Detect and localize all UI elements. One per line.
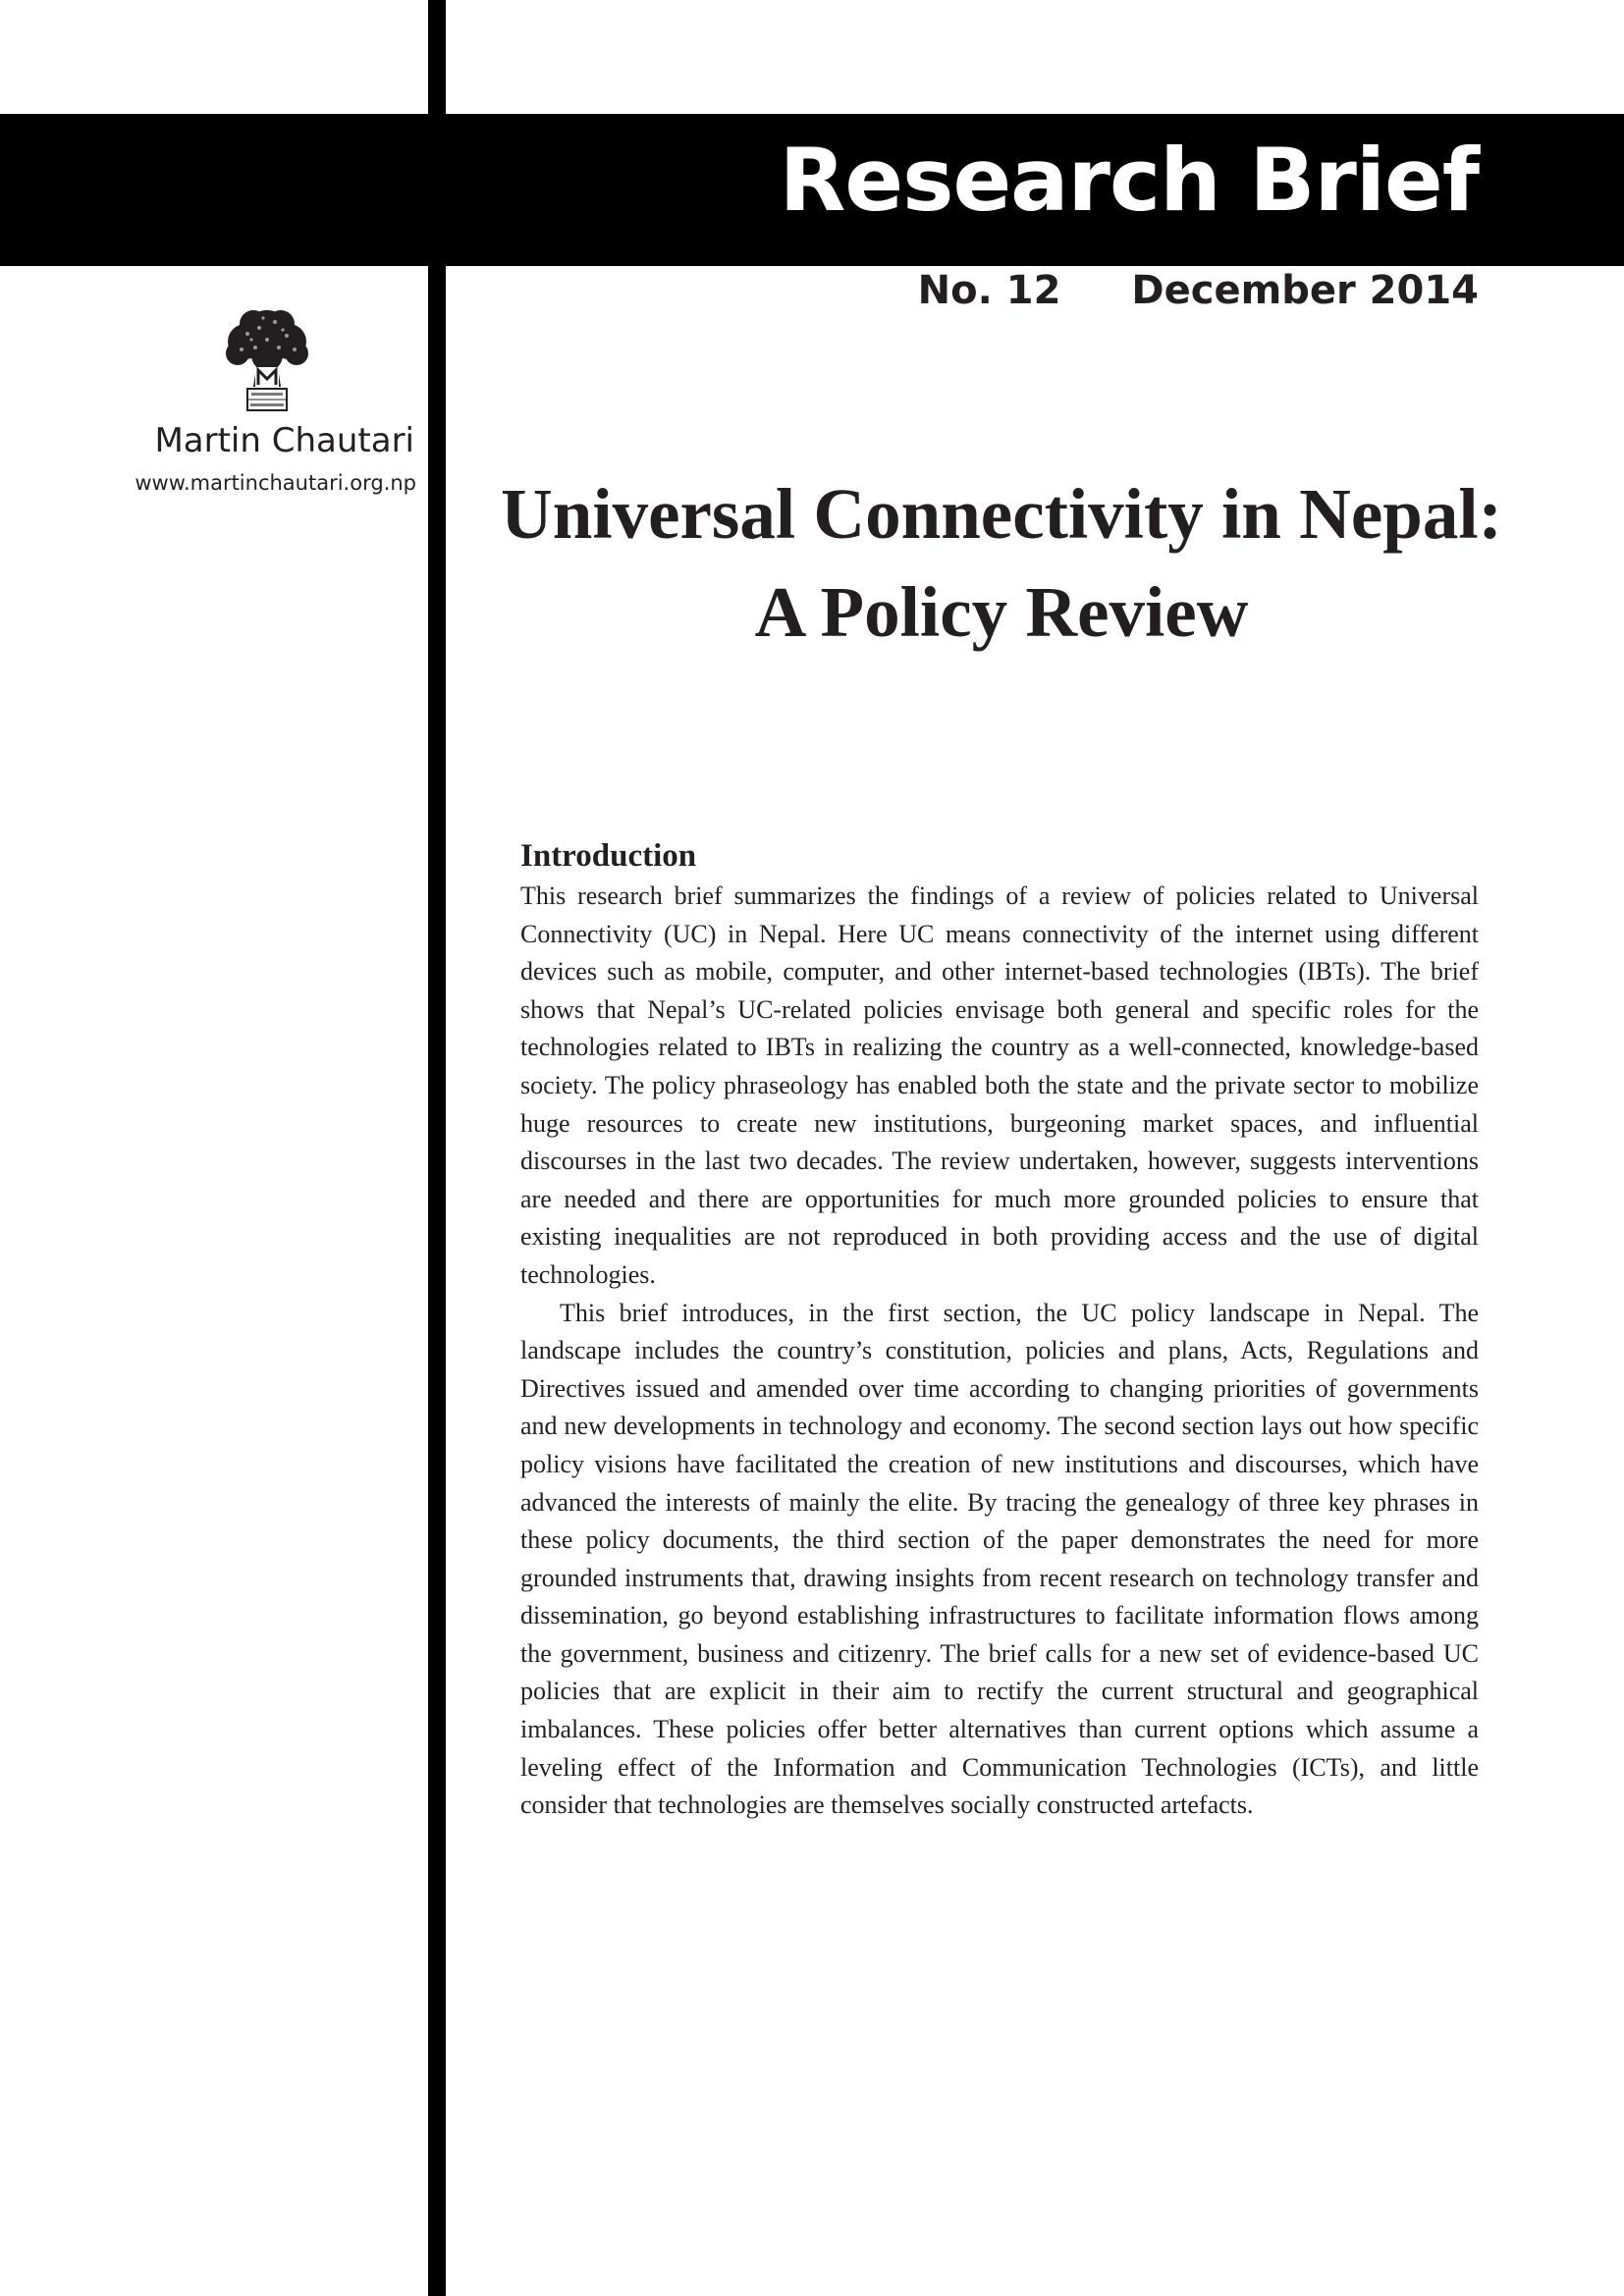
organization-name: Martin Chautari bbox=[154, 421, 414, 460]
issue-date: December 2014 bbox=[1131, 268, 1479, 313]
vertical-divider-rule bbox=[428, 0, 446, 2296]
tree-logo-icon bbox=[218, 304, 316, 414]
introduction-body bbox=[520, 878, 1479, 1825]
body-paragraph: This research brief summarizes the findings of a review of policies related to Universal Connectivity (UC) in Nepal. Here UC means connectivity of the internet using different devices such as mobile, computer, and other internet-based technologies (IBTs). The brief shows that Nepal’s UC-related policies envisage both general and specific roles for the technologies related to IBTs in realizing the country as a well-connected, knowledge-based society. The policy phraseology has enabled both the state and the private sector to mobilize huge resources to create new institutions, burgeoning market spaces, and influential discourses in the last two decades. The review undertaken, however, suggests interventions are needed and there are opportunities for much more grounded policies to ensure that existing inequalities are not reproduced in both providing access and the use of digital technologies. bbox=[520, 881, 1479, 1289]
issue-info bbox=[918, 263, 1479, 318]
issue-number: No. 12 bbox=[917, 268, 1061, 313]
body-paragraph: This brief introduces, in the first section, the UC policy landscape in Nepal. The landscape includes the country’s constitution, policies and plans, Acts, Regulations and Directives issued and amended over time according to changing priorities of governments and new developments in technology and economy. The second section lays out how specific policy visions have facilitated the creation of new institutions and discourses, which have advanced the interests of mainly the elite. By tracing the genealogy of three key phrases in these policy documents, the third section of the paper demonstrates the need for more grounded instruments that, drawing insights from recent research on technology transfer and dissemination, go beyond establishing infrastructures to facilitate information flows among the government, business and citizenry. The brief calls for a new set of evidence-based UC policies that are explicit in their aim to rectify the current structural and geographical imbalances. These policies offer better alternatives than current options which assume a leveling effect of the Information and Communication Technologies (ICTs), and little consider that technologies are themselves socially constructed artefacts. bbox=[520, 1298, 1479, 1820]
document-title: Universal Connectivity in Nepal: A Policy Review bbox=[501, 474, 1502, 652]
organization-website: www.martinchautari.org.np bbox=[135, 471, 416, 495]
series-title: Research Brief bbox=[779, 130, 1479, 231]
header-banner-left bbox=[0, 114, 428, 266]
section-heading-introduction: Introduction bbox=[520, 838, 697, 874]
